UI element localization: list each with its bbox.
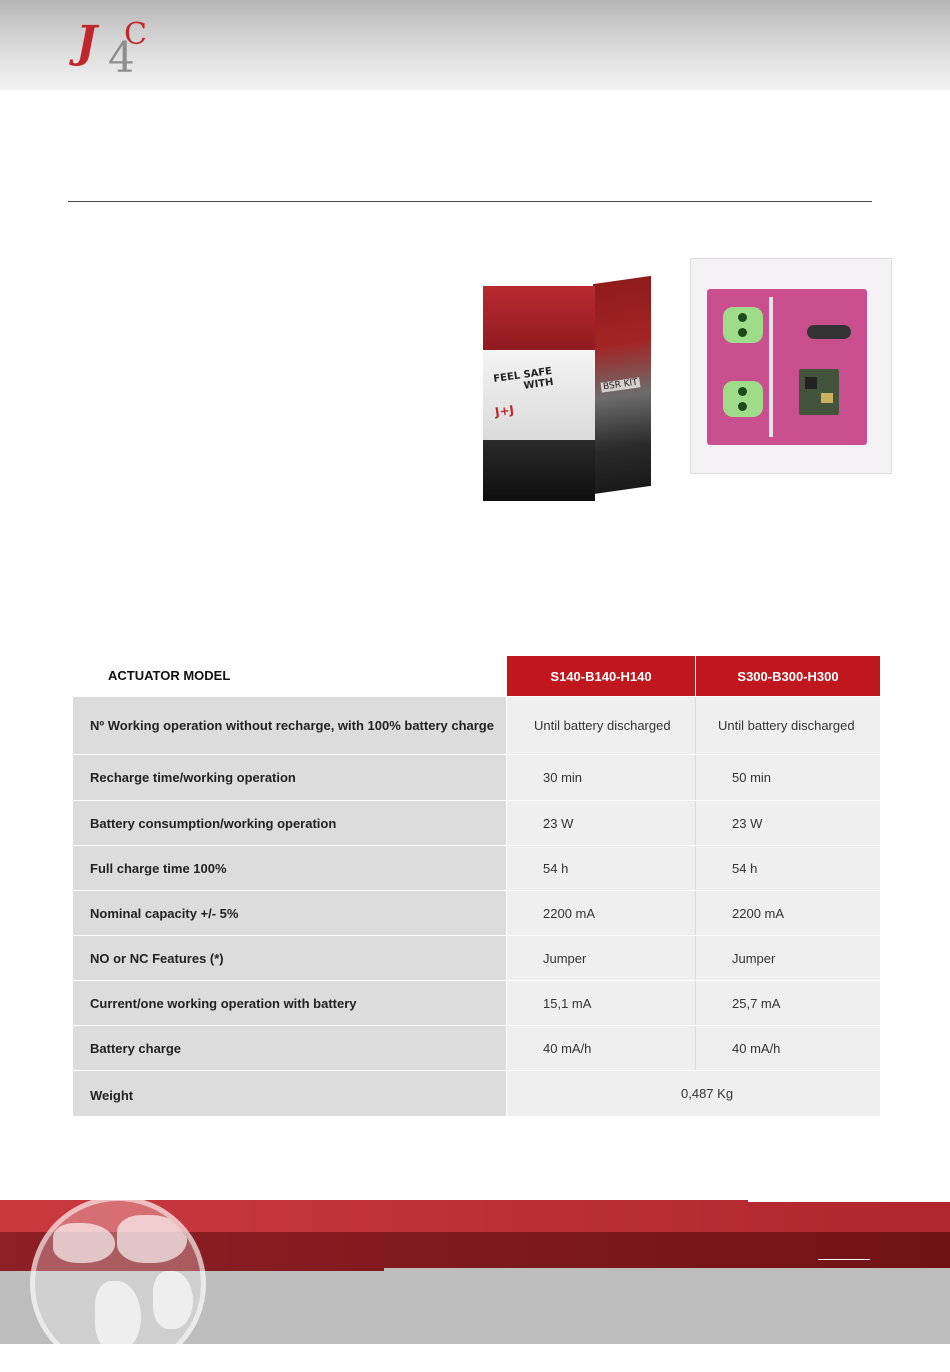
row-value-model-1: Until battery discharged xyxy=(534,718,671,733)
circuit-board xyxy=(799,369,839,415)
row-value-model-2: 54 h xyxy=(732,861,758,876)
table-row xyxy=(73,936,880,981)
row-label: Weight xyxy=(90,1088,134,1103)
row-value-model-1: 40 mA/h xyxy=(543,1041,592,1056)
row-label: Nominal capacity +/- 5% xyxy=(90,906,239,921)
product-box-image xyxy=(483,268,651,503)
box-front-face xyxy=(483,286,595,501)
row-value-model-2: 50 min xyxy=(732,770,772,785)
row-value-model-2: 23 W xyxy=(732,816,763,831)
table-row xyxy=(73,801,880,846)
row-value-cell xyxy=(507,846,696,890)
table-row xyxy=(73,891,880,936)
battery-contact xyxy=(738,402,747,411)
row-value-merged: 0,487 Kg xyxy=(681,1086,734,1101)
row-label: NO or NC Features (*) xyxy=(90,951,224,966)
title-divider xyxy=(68,201,872,202)
row-value-model-1: 54 h xyxy=(543,861,569,876)
row-value-cell xyxy=(696,936,880,980)
row-value-model-1: 2200 mA xyxy=(543,906,596,921)
row-value-model-2: 25,7 mA xyxy=(732,996,781,1011)
row-value-model-1: Jumper xyxy=(543,951,587,966)
row-value-model-2: 2200 mA xyxy=(732,906,785,921)
row-value-cell xyxy=(507,801,696,845)
row-value-cell xyxy=(696,981,880,1025)
row-label: Current/one working operation with battery xyxy=(90,996,357,1011)
battery-contact xyxy=(738,387,747,396)
globe-landmass xyxy=(95,1281,141,1351)
logo-number-4: 4 xyxy=(108,33,135,82)
box-logo: J+J xyxy=(494,402,515,420)
board-chip xyxy=(805,377,817,389)
row-value-cell xyxy=(507,936,696,980)
header-actuator-model: ACTUATOR MODEL xyxy=(108,668,231,683)
box-kit-name: BSR KIT xyxy=(602,377,639,393)
battery-pack-top xyxy=(723,307,763,343)
footer-underline xyxy=(818,1259,870,1260)
battery-pack-bottom xyxy=(723,381,763,417)
table-row xyxy=(73,1026,880,1071)
table-row xyxy=(73,1071,880,1116)
table-header xyxy=(73,656,880,696)
row-value-model-1: 23 W xyxy=(543,816,574,831)
table-row xyxy=(73,755,880,801)
table-row xyxy=(73,697,880,755)
row-value-cell xyxy=(696,846,880,890)
row-label-cell xyxy=(73,1071,507,1116)
row-value-model-1: 15,1 mA xyxy=(543,996,592,1011)
globe-landmass xyxy=(153,1271,193,1329)
box-black-band xyxy=(483,440,595,501)
row-value-cell xyxy=(507,1026,696,1070)
row-value-model-2: 40 mA/h xyxy=(732,1041,781,1056)
row-label: Full charge time 100% xyxy=(90,861,227,876)
battery-contact xyxy=(738,313,747,322)
row-value-cell xyxy=(507,891,696,935)
footer-notch xyxy=(748,1200,950,1202)
logo-letter-c: C xyxy=(124,17,147,52)
row-value-cell xyxy=(696,891,880,935)
board-component xyxy=(821,393,833,403)
row-value-model-1: 30 min xyxy=(543,770,583,785)
footer-notch-lower xyxy=(384,1268,950,1271)
globe-landmass xyxy=(53,1223,115,1263)
box-red-band xyxy=(483,286,595,356)
brand-logo xyxy=(74,16,154,80)
row-label: Battery charge xyxy=(90,1041,182,1056)
row-label: Nº Working operation without recharge, with 100% battery charge xyxy=(90,718,494,733)
row-value-cell xyxy=(696,1026,880,1070)
row-label: Recharge time/working operation xyxy=(90,770,296,785)
box-slogan: FEEL SAFE WITH xyxy=(492,365,555,392)
row-value-model-2: Until battery discharged xyxy=(718,718,855,733)
header-model-1: S140-B140-H140 xyxy=(507,656,696,696)
battery-contact xyxy=(738,328,747,337)
row-value-cell xyxy=(696,755,880,800)
row-value-cell xyxy=(507,981,696,1025)
row-value-model-2: Jumper xyxy=(732,951,776,966)
header-model-2: S300-B300-H300 xyxy=(696,656,880,696)
globe-icon xyxy=(30,1196,206,1372)
table-row xyxy=(73,846,880,891)
tray-divider xyxy=(769,297,773,437)
kit-contents-image xyxy=(690,258,892,474)
globe-landmass xyxy=(117,1215,187,1263)
row-label: Battery consumption/working operation xyxy=(90,816,337,831)
foam-tray xyxy=(707,289,867,445)
logo-letter-j: J xyxy=(76,17,97,68)
connector-cable xyxy=(807,325,851,339)
row-value-cell xyxy=(507,755,696,800)
table-row xyxy=(73,981,880,1026)
row-value-cell xyxy=(696,801,880,845)
box-silver-band xyxy=(483,350,595,446)
